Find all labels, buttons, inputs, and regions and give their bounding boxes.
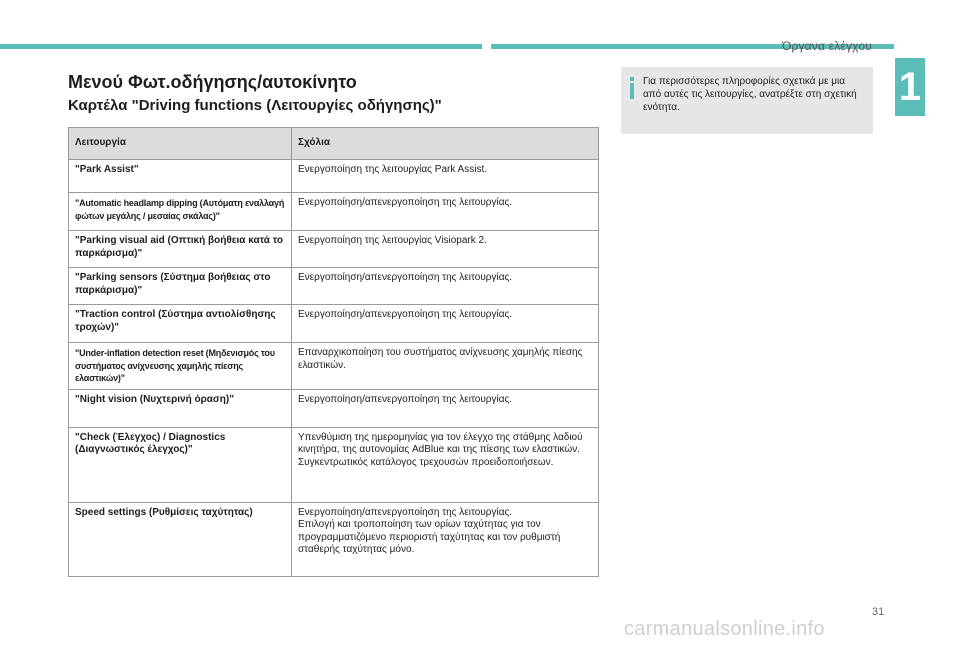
table-row xyxy=(69,160,599,193)
comment-cell: Υπενθύμιση της ημερομηνίας για τον έλεγχο της στάθμης λαδιού κινητήρα, της αυτονομίας AdBlue και της πίεσης των ελαστικών. Συγκεντρωτικός κατάλογος τρεχουσών προειδοποιήσεων. xyxy=(292,427,599,502)
table-row xyxy=(69,305,599,343)
functions-table xyxy=(68,127,599,577)
page-title: Μενού Φωτ.οδήγησης/αυτοκίνητο xyxy=(68,72,357,92)
column-header-function: Λειτουργία xyxy=(69,128,292,160)
table-row xyxy=(69,427,599,502)
comment-cell: Ενεργοποίηση/απενεργοποίηση της λειτουργίας. xyxy=(292,193,599,231)
page-number: 31 xyxy=(872,606,885,618)
function-cell: "Night vision (Νυχτερινή όραση)" xyxy=(69,389,292,427)
table-header-row xyxy=(69,128,599,160)
comment-cell: Ενεργοποίηση/απενεργοποίηση της λειτουργίας. xyxy=(292,305,599,343)
function-cell: "Check (Έλεγχος) / Diagnostics (Διαγνωστικός έλεγχος)" xyxy=(69,427,292,502)
function-cell: Speed settings (Ρυθμίσεις ταχύτητας) xyxy=(69,502,292,576)
function-cell: "Park Assist" xyxy=(69,160,292,193)
comment-cell: Ενεργοποίηση της λειτουργίας Visiopark 2. xyxy=(292,231,599,268)
comment-cell: Ενεργοποίηση/απενεργοποίηση της λειτουργίας. xyxy=(292,389,599,427)
column-header-comments: Σχόλια xyxy=(292,128,599,160)
function-cell: "Automatic headlamp dipping (Αυτόματη εναλλαγή φώτων μεγάλης / μεσαίας σκάλας)" xyxy=(69,193,292,231)
table-row xyxy=(69,268,599,305)
table-row xyxy=(69,389,599,427)
info-note xyxy=(621,67,873,134)
table-row xyxy=(69,502,599,576)
header-accent-bar xyxy=(0,44,482,49)
comment-cell: Ενεργοποίηση της λειτουργίας Park Assist. xyxy=(292,160,599,193)
page-subtitle: Καρτέλα "Driving functions (Λειτουργίες οδήγησης)" xyxy=(68,97,442,114)
comment-cell: Επαναρχικοποίηση του συστήματος ανίχνευσης χαμηλής πίεσης ελαστικών. xyxy=(292,343,599,390)
table-row xyxy=(69,231,599,268)
table-row xyxy=(69,343,599,390)
function-cell: "Under-inflation detection reset (Μηδενισμός του συστήματος ανίχνευσης χαμηλής πίεσης ελαστικών)" xyxy=(69,343,292,390)
function-cell: "Parking visual aid (Οπτική βοήθεια κατά το παρκάρισμα)" xyxy=(69,231,292,268)
comment-cell: Ενεργοποίηση/απενεργοποίηση της λειτουργίας. xyxy=(292,268,599,305)
section-header: Όργανα ελέγχου xyxy=(781,39,872,53)
table-row xyxy=(69,193,599,231)
chapter-number: 1 xyxy=(898,65,922,109)
watermark-link[interactable]: carmanualsonline.info xyxy=(624,618,825,640)
function-cell: "Traction control (Σύστημα αντιολίσθησης τροχών)" xyxy=(69,305,292,343)
info-icon xyxy=(627,77,637,101)
comment-cell: Ενεργοποίηση/απενεργοποίηση της λειτουργίας. Επιλογή και τροποποίηση των ορίων ταχύτητας για τον προγραμματιζόμενο περιοριστή ταχύτητας και τον ρυθμιστή σταθερής ταχύτητας μόνο. xyxy=(292,502,599,576)
info-note-text: Για περισσότερες πληροφορίες σχετικά με μια από αυτές τις λειτουργίες, ανατρέξτε στη σχετική ενότητα. xyxy=(643,76,857,113)
function-cell: "Parking sensors (Σύστημα βοήθειας στο παρκάρισμα)" xyxy=(69,268,292,305)
